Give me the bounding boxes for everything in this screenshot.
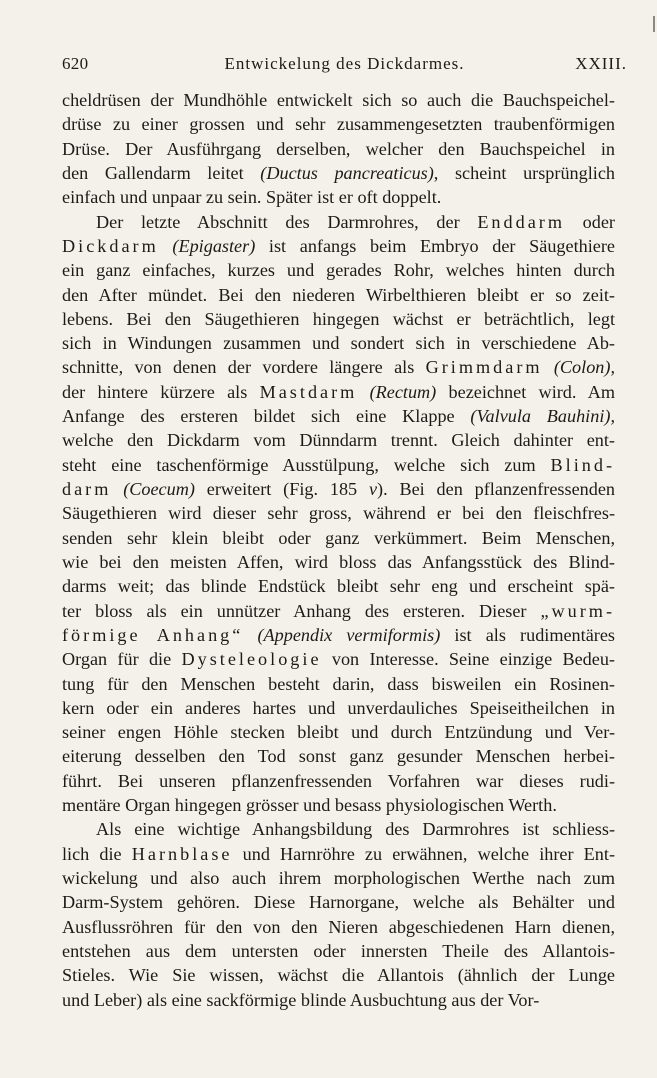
text-run — [111, 479, 123, 499]
text-line — [62, 574, 615, 598]
text-line — [62, 283, 615, 307]
text-line — [62, 623, 615, 647]
text-run: lebens. Bei den Säugethieren hingegen wächst er beträchtlich, legt — [62, 308, 615, 329]
text-run: ein ganz einfaches, kurzes und gerades Rohr, welches hinten durch — [62, 260, 615, 281]
text-run: senden sehr klein bleibt oder ganz verkümmert. Beim Menschen, — [62, 527, 615, 548]
text-line — [62, 939, 615, 963]
paragraph — [62, 210, 615, 818]
text-run: erweitert (Fig. 185 — [194, 479, 369, 499]
italic-term: (Colon), — [553, 357, 615, 378]
margin-mark — [653, 16, 655, 32]
text-line — [62, 88, 615, 112]
paragraph — [62, 817, 615, 1012]
text-line — [62, 915, 615, 939]
text-run: welche den Dickdarm vom Dünndarm trennt. Gleich dahinter ent- — [62, 430, 615, 451]
text-run: lich die — [62, 843, 132, 864]
body-text — [62, 88, 615, 1012]
spaced-term: darm — [62, 479, 112, 499]
text-line — [62, 477, 615, 501]
text-run: entstehen aus dem untersten oder innersten Theile des Allantois- — [62, 940, 615, 961]
spaced-term: Enddarm — [477, 211, 565, 232]
spaced-term: Dysteleologie — [181, 649, 322, 670]
text-run: kern oder ein anderes hartes und unverdauliches Speiseitheilchen in — [62, 697, 615, 718]
text-run: drüse zu einer grossen und sehr zusammengesetzten traubenförmigen — [62, 114, 615, 135]
text-run: ter bloss als ein unnützer Anhang des ersteren. Dieser — [62, 600, 541, 621]
text-line — [62, 696, 615, 720]
text-line — [62, 380, 615, 404]
text-line — [62, 842, 615, 866]
text-line — [62, 428, 615, 452]
text-run: mentäre Organ hingegen grösser und besass physiologischen Werth. — [62, 795, 557, 816]
text-line — [62, 307, 615, 331]
text-line — [62, 647, 615, 671]
text-run: tung für den Menschen besteht darin, dass bisweilen ein Rosinen- — [62, 673, 615, 694]
text-run: einfach und unpaar zu sein. Später ist er oft doppelt. — [62, 187, 442, 208]
text-line — [62, 258, 615, 282]
text-run: Darm-System gehören. Diese Harnorgane, welche als Behälter und — [62, 892, 615, 913]
spaced-term: Blind- — [550, 454, 615, 475]
text-line — [62, 137, 615, 161]
text-line — [62, 404, 615, 428]
text-line — [62, 599, 615, 623]
text-run — [159, 236, 173, 256]
italic-term: (Appendix vermiformis) — [257, 624, 441, 645]
text-run — [243, 625, 257, 645]
text-run — [543, 357, 554, 377]
text-run: Der letzte Abschnitt des Darmrohres, der — [96, 211, 478, 232]
text-run: Ausflussröhren für den von den Nieren abgeschiedenen Harn dienen, — [62, 916, 615, 937]
text-line — [62, 185, 615, 209]
text-run: sich in Windungen zusammen und sondert sich in verschiedene Ab- — [62, 333, 615, 354]
text-line — [62, 793, 615, 817]
text-run: eiterung desselben den Tod sonst ganz gesunder Menschen herbei- — [62, 746, 615, 767]
italic-term: (Rectum) — [369, 381, 437, 402]
running-header — [62, 54, 627, 80]
text-run: Organ für die — [62, 649, 182, 670]
text-run: ). Bei den pflanzenfressenden — [377, 479, 615, 499]
chapter-number: XXIII. — [575, 54, 627, 73]
text-line — [62, 501, 615, 525]
spaced-term: Harnblase — [131, 843, 233, 864]
running-title: Entwickelung des Dickdarmes. — [224, 54, 465, 73]
text-run: Drüse. Der Ausführgang derselben, welcher den Bauchspeichel in — [62, 138, 615, 159]
text-run: schnitte, von denen der vordere längere als — [62, 357, 426, 378]
text-line — [62, 817, 615, 841]
text-line — [62, 963, 615, 987]
text-line — [62, 744, 615, 768]
text-line — [62, 234, 615, 258]
text-line — [62, 550, 615, 574]
text-run: Säugethieren wird dieser sehr gross, während er bei den fleischfres- — [62, 503, 615, 524]
text-run: Als eine wichtige Anhangsbildung des Darmrohres ist schliess- — [96, 819, 615, 840]
italic-term: (Ductus pancreaticus) — [260, 162, 434, 183]
spaced-term: förmige Anhang“ — [62, 624, 244, 645]
text-line — [62, 526, 615, 550]
text-run: seiner engen Höhle stecken bleibt und durch Entzündung und Ver- — [62, 722, 615, 743]
italic-term: (Epigaster) — [172, 235, 256, 256]
text-run — [357, 382, 369, 402]
paragraph — [62, 88, 615, 210]
text-run: den Gallendarm leitet — [62, 162, 261, 183]
text-run: Anfange des ersteren bildet sich eine Klappe — [62, 406, 471, 427]
text-run: von Interesse. Seine einzige Bedeu- — [321, 649, 615, 670]
page-number: 620 — [62, 54, 89, 73]
text-run: und Harnröhre zu erwähnen, welche ihrer Ent- — [232, 843, 615, 864]
text-line — [62, 453, 615, 477]
text-run: den After mündet. Bei den niederen Wirbelthieren bleibt er so zeit- — [62, 284, 615, 305]
text-run: und Leber) als eine sackförmige blinde Ausbuchtung aus der Vor- — [62, 989, 540, 1010]
spaced-term: Grimmdarm — [425, 357, 543, 378]
text-run: ist anfangs beim Embryo der Säugethiere — [255, 235, 616, 256]
italic-term: (Coecum) — [123, 479, 195, 499]
text-line — [62, 866, 615, 890]
text-run: der hintere kürzere als — [62, 381, 260, 402]
text-line — [62, 112, 615, 136]
text-run: bezeichnet wird. Am — [436, 381, 615, 402]
text-line — [62, 161, 615, 185]
italic-term: v — [368, 479, 378, 499]
text-run: wie bei den meisten Affen, wird bloss das Anfangsstück des Blind- — [62, 551, 615, 572]
text-line — [62, 890, 615, 914]
text-line — [62, 720, 615, 744]
spaced-term: Dickdarm — [62, 235, 159, 256]
spaced-term: „wurm- — [540, 600, 615, 621]
text-run: ist als rudimentäres — [440, 624, 615, 645]
text-run: cheldrüsen der Mundhöhle entwickelt sich so auch die Bauchspeichel- — [62, 90, 615, 110]
text-run: wickelung und also auch ihrem morphologischen Werthe nach zum — [62, 868, 615, 888]
text-line — [62, 210, 615, 234]
text-run: darms weit; das blinde Endstück bleibt sehr eng und erscheint spä- — [62, 576, 615, 597]
text-run: Stieles. Wie Sie wissen, wächst die Allantois (ähnlich der Lunge — [62, 965, 615, 986]
text-line — [62, 672, 615, 696]
text-line — [62, 355, 615, 379]
text-line — [62, 769, 615, 793]
text-line — [62, 988, 615, 1012]
italic-term: (Valvula Bauhini), — [470, 406, 615, 427]
text-run: steht eine taschenförmige Ausstülpung, welche sich zum — [62, 454, 551, 475]
spaced-term: Mastdarm — [259, 381, 358, 402]
text-run: führt. Bei unseren pflanzenfressenden Vorfahren war dieses rudi- — [62, 770, 615, 791]
text-run: oder — [564, 211, 615, 232]
text-run: , scheint ursprünglich — [433, 162, 615, 183]
text-line — [62, 331, 615, 355]
